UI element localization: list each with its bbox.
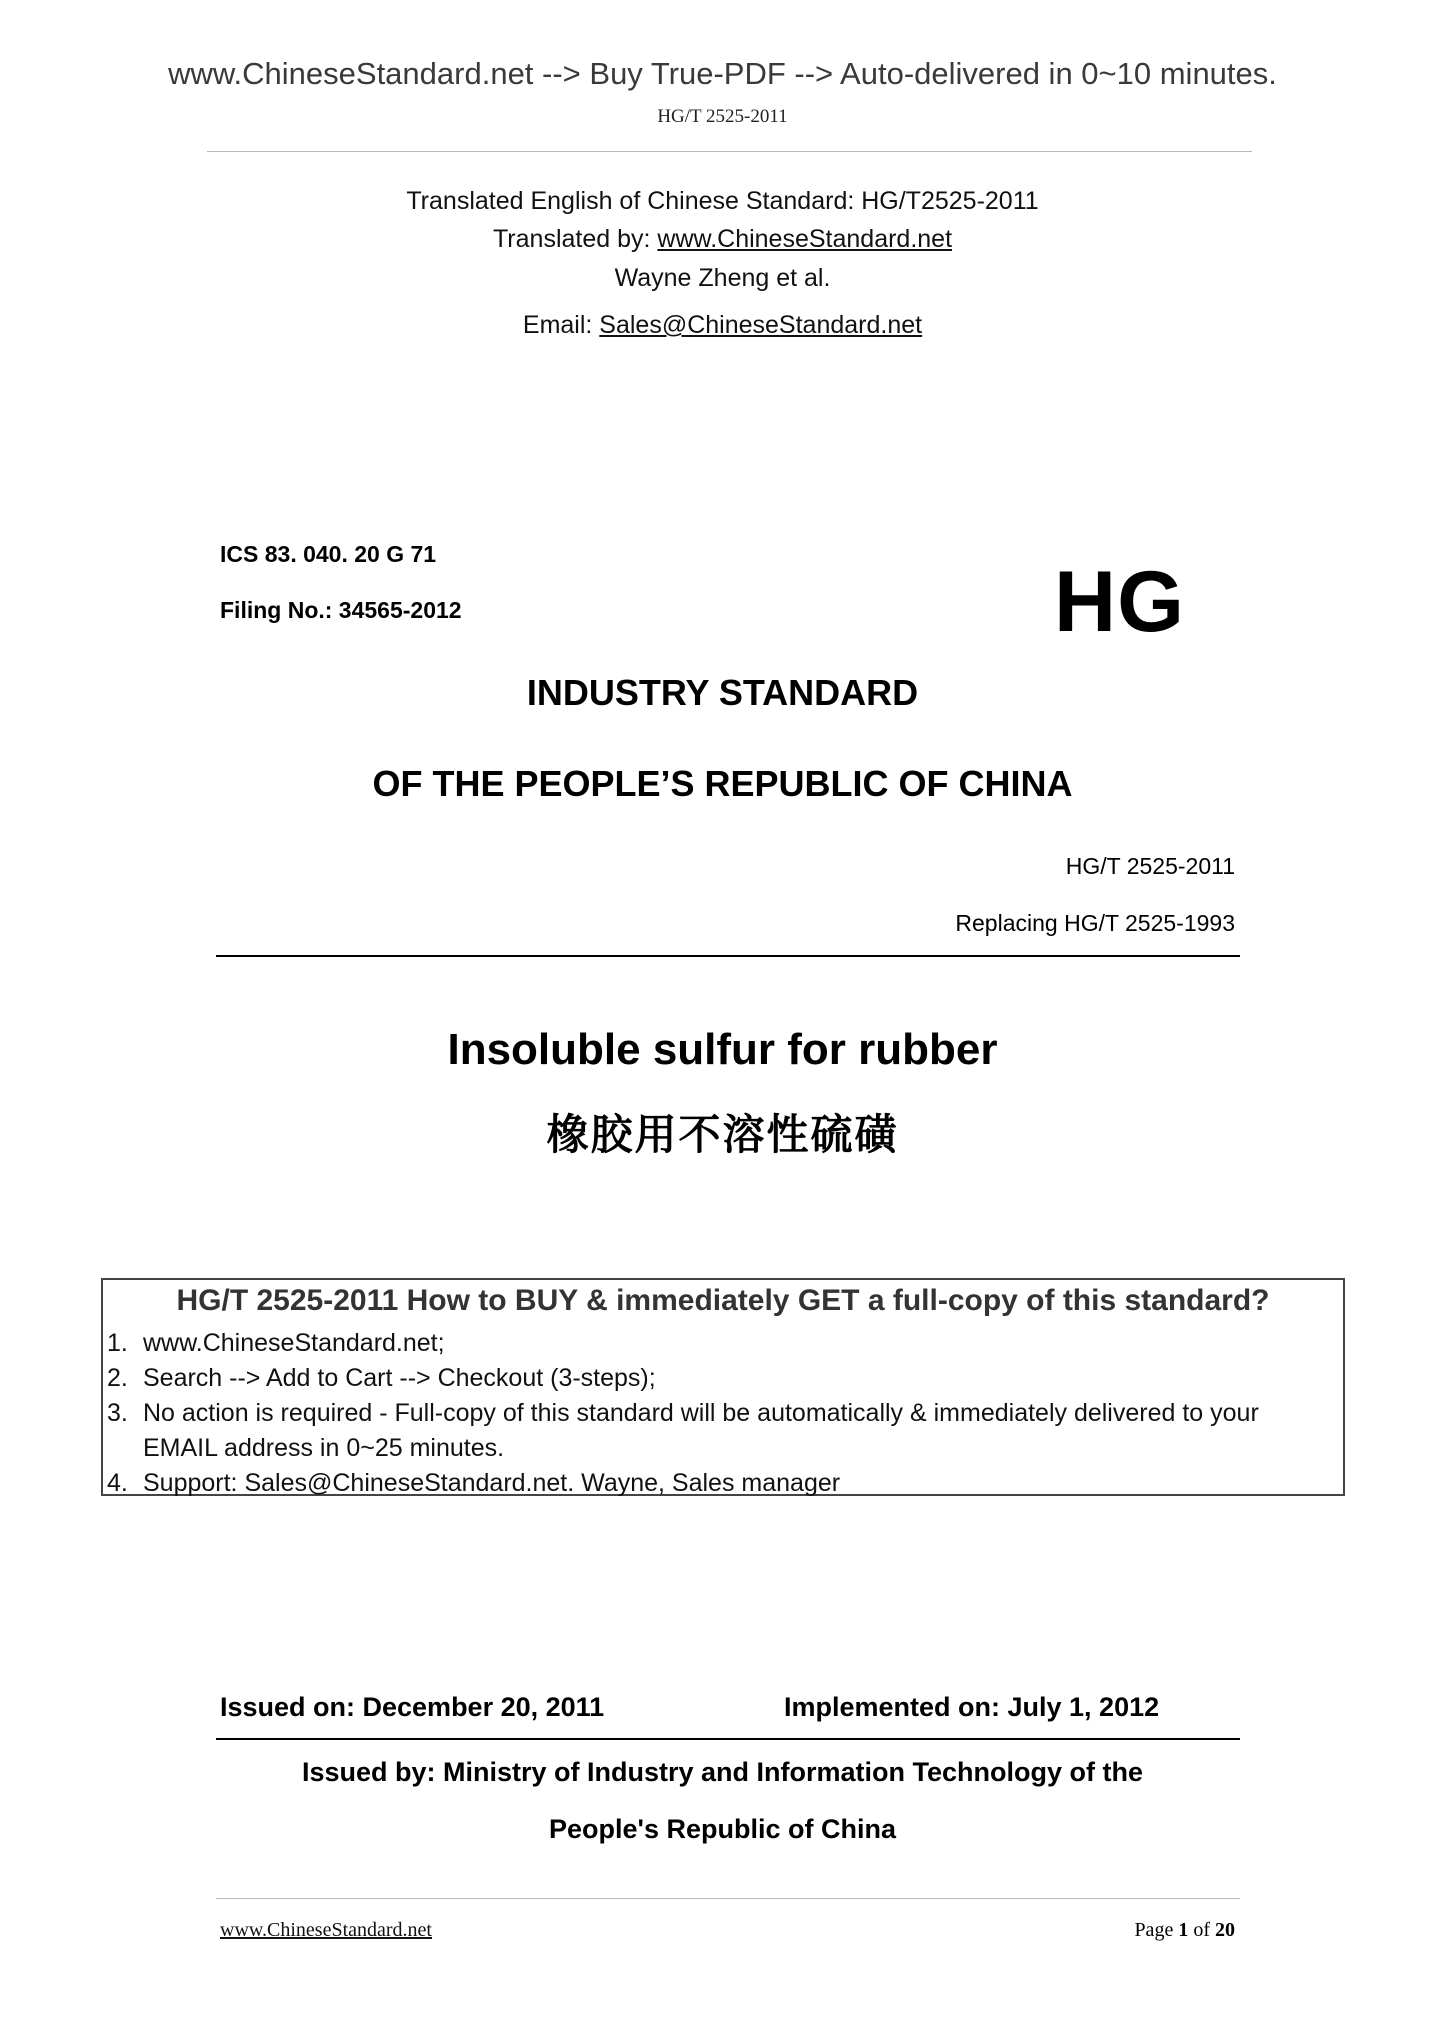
- translated-by-label: Translated by:: [492, 225, 658, 253]
- top-banner: www.ChineseStandard.net --> Buy True-PDF --> Auto-delivered in 0~10 minutes.: [168, 56, 1277, 91]
- filing-number: Filing No.: 34565-2012: [220, 597, 462, 623]
- step-number: 2.: [107, 1364, 128, 1392]
- issuer-line-2: People's Republic of China: [549, 1814, 896, 1844]
- list-item: [107, 1466, 1335, 1501]
- page-indicator: [1134, 1919, 1235, 1942]
- buy-instructions-box: [101, 1278, 1345, 1496]
- list-item: [107, 1361, 1335, 1396]
- page-total: 20: [1215, 1919, 1235, 1941]
- footer-divider: [216, 1898, 1240, 1899]
- email-label: Email:: [522, 311, 600, 339]
- chinese-title: 橡胶用不溶性硫磺: [546, 1111, 899, 1158]
- step-text: www.ChineseStandard.net;: [143, 1329, 445, 1357]
- issued-on-date: Issued on: December 20, 2011: [220, 1692, 605, 1722]
- issue-divider: [216, 1738, 1240, 1740]
- hg-mark: HG: [1054, 554, 1185, 650]
- title-divider: [216, 955, 1240, 957]
- standard-number: HG/T 2525-2011: [1065, 853, 1235, 879]
- buy-box-heading: HG/T 2525-2011 How to BUY & immediately GET a full-copy of this standard?: [176, 1284, 1270, 1317]
- translators: Wayne Zheng et al.: [614, 264, 831, 292]
- step-text: No action is required - Full-copy of this standard will be automatically & immediately delivered to your EMAIL address in 0~25 minutes.: [143, 1399, 1259, 1462]
- list-item: [107, 1396, 1335, 1466]
- ics-code: ICS 83. 040. 20 G 71: [220, 541, 437, 567]
- replacing-standard: Replacing HG/T 2525-1993: [955, 910, 1235, 936]
- footer-website-link[interactable]: www.ChineseStandard.net: [220, 1919, 432, 1941]
- list-item: [107, 1326, 1335, 1361]
- page-of-label: of: [1188, 1919, 1215, 1941]
- translator-website-link[interactable]: www.ChineseStandard.net: [657, 225, 953, 253]
- step-number: 4.: [107, 1469, 128, 1497]
- page-label: Page: [1134, 1919, 1179, 1941]
- prc-heading: OF THE PEOPLE’S REPUBLIC OF CHINA: [372, 763, 1073, 804]
- step-number: 1.: [107, 1329, 128, 1357]
- industry-standard-heading: INDUSTRY STANDARD: [526, 672, 919, 713]
- header-divider: [207, 151, 1252, 152]
- issuer-line-1: Issued by: Ministry of Industry and Information Technology of the: [301, 1757, 1144, 1787]
- implemented-on-date: Implemented on: July 1, 2012: [784, 1692, 1160, 1722]
- sales-email-link[interactable]: Sales@ChineseStandard.net: [599, 311, 923, 339]
- step-text: Support: Sales@ChineseStandard.net. Wayne, Sales manager: [143, 1469, 841, 1497]
- english-title: Insoluble sulfur for rubber: [447, 1025, 998, 1074]
- step-text: Search --> Add to Cart --> Checkout (3-steps);: [143, 1364, 656, 1392]
- header-standard-code: HG/T 2525-2011: [657, 106, 788, 127]
- email-line: [0, 311, 1445, 340]
- translated-by-line: [0, 225, 1445, 254]
- page-current: 1: [1178, 1919, 1189, 1941]
- step-number: 3.: [107, 1399, 128, 1427]
- translation-notice: Translated English of Chinese Standard: HG/T2525-2011: [406, 187, 1039, 215]
- buy-steps-list: [107, 1326, 1335, 1501]
